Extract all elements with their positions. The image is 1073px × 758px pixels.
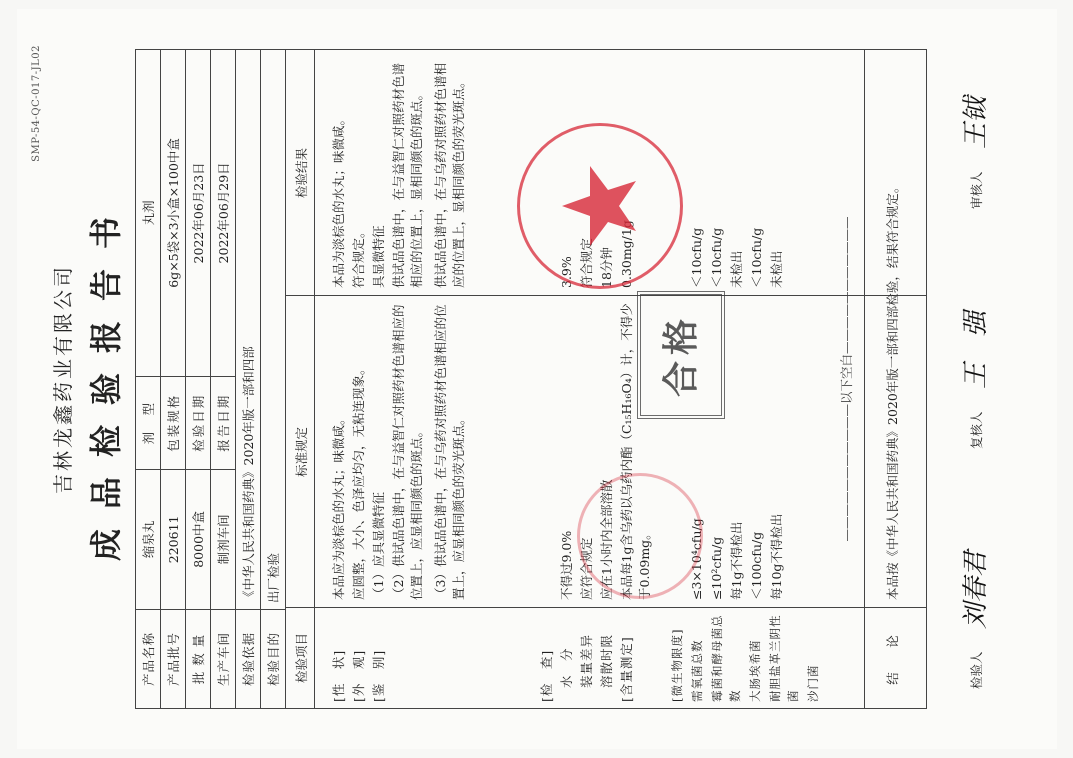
reviewer-signature: 王 强 xyxy=(960,310,991,389)
approver-signature: 王钺 xyxy=(960,96,991,149)
conclusion-text: 本品按《中华人民共和国药典》2020年版一部和四部检验，结果符合规定。 xyxy=(884,180,900,600)
item-label: 耐胆盐革兰阴性菌 xyxy=(767,614,800,702)
standard-text: （3）供试品色谱中，在与乌药对照药材色谱相应的位置上，应显相同颜色的荧光斑点。 xyxy=(432,304,466,600)
test-date-value: 2022年06月23日 xyxy=(185,50,210,377)
dosage-form-label: 剂 型 xyxy=(135,376,160,469)
result-text: 3.9% xyxy=(558,256,574,288)
result-text: ＜10cfu/g xyxy=(748,227,764,288)
header-row xyxy=(135,50,160,709)
column-header-standard: 标准规定 xyxy=(293,427,309,478)
standard-text: 应圆整，大小、色泽应均匀，无粘连现象。 xyxy=(350,362,366,600)
item-label: [外 观] xyxy=(350,649,366,702)
item-label: [鉴 别] xyxy=(370,649,386,702)
item-label: [检 查] xyxy=(538,649,554,702)
product-name-label: 产品名称 xyxy=(135,610,160,709)
header-row xyxy=(210,50,235,709)
inspection-report-page xyxy=(17,9,1057,749)
test-items xyxy=(538,612,638,702)
micro-results xyxy=(688,56,788,288)
quantity-value: 8000中盒 xyxy=(185,469,210,609)
result-text: 符合规定。 xyxy=(350,225,366,288)
standard-text: 应在1小时内全部溶散 xyxy=(598,479,614,600)
result-text: 具显微特征 xyxy=(370,225,386,288)
standard-text: ≤10²cfu/g xyxy=(708,536,724,600)
blank-marker: ———————————以下空白——————————— xyxy=(838,216,854,542)
packaging-value: 6g×5袋×3小盒×100中盒 xyxy=(160,50,185,377)
purpose-value: 出厂检验 xyxy=(260,50,285,610)
standard-text: 不得过9.0% xyxy=(558,530,574,600)
result-text: 未检出 xyxy=(768,250,784,288)
company-name: 吉林龙鑫药业有限公司 xyxy=(50,264,75,494)
report-date-label: 报告日期 xyxy=(210,376,235,469)
item-label: 溶散时限 xyxy=(598,633,614,688)
header-row xyxy=(185,50,210,709)
standard-text: 本品应为淡棕色的水丸；味微咸。 xyxy=(330,412,346,600)
item-label: 霉菌和酵母菌总数 xyxy=(709,614,742,702)
standard-text: 应符合规定 xyxy=(578,537,594,600)
result-text: 符合规定 xyxy=(578,237,594,288)
workshop-value: 制剂车间 xyxy=(210,469,235,609)
workshop-label: 生产车间 xyxy=(210,610,235,709)
header-row xyxy=(160,50,185,709)
item-label: [微生物限度] xyxy=(669,628,684,702)
standard-text: 每10g不得检出 xyxy=(768,513,784,600)
qualified-stamp: 合格 xyxy=(637,291,725,419)
inspector-label: 检验人 xyxy=(968,651,984,689)
reviewer-label: 复核人 xyxy=(968,411,984,449)
standard-text: 本品每1g含乌药以乌药内酯（C₁₅H₁₆O₄）计，不得少于0.09mg。 xyxy=(618,303,652,600)
character-items xyxy=(330,612,390,702)
item-label: [含量测定] xyxy=(618,636,634,702)
item-label: 水 分 xyxy=(558,647,574,688)
document-number: SMP-54-QC-017-JL02 xyxy=(30,45,42,162)
result-text: 本品为淡棕色的水丸；味微咸。 xyxy=(330,112,346,288)
item-label: 大肠埃希菌 xyxy=(747,639,762,702)
blank-marker-text: 以下空白 xyxy=(838,354,854,405)
header-row xyxy=(260,50,285,709)
faded-seal-stamp xyxy=(577,473,703,599)
header-table xyxy=(135,49,286,709)
purpose-label: 检验目的 xyxy=(260,610,285,709)
standard-text: （2）供试品色谱中，在与益智仁对照药材色谱相应的位置上，应显相同颜色的斑点。 xyxy=(390,304,424,600)
item-label: [性 状] xyxy=(330,649,346,702)
character-standards xyxy=(330,300,470,600)
company-seal-stamp xyxy=(517,123,683,289)
result-text: 18分钟 xyxy=(598,247,614,288)
seal-star-icon xyxy=(520,126,680,286)
test-date-label: 检验日期 xyxy=(185,376,210,469)
quantity-label: 批 数 量 xyxy=(185,610,210,709)
conclusion-divider xyxy=(864,50,865,708)
standard-text: ＜100cfu/g xyxy=(748,531,764,600)
basis-value: 《中华人民共和国药典》2020年版一部和四部 xyxy=(235,50,260,610)
result-text: 供试品色谱中，在与乌药对照药材色谱相应的位置上，显相同颜色的荧光斑点。 xyxy=(432,62,466,288)
column-header-item: 检验项目 xyxy=(293,633,309,684)
basis-label: 检验依据 xyxy=(235,610,260,709)
dosage-form-value: 丸剂 xyxy=(135,50,160,377)
result-text: 未检出 xyxy=(728,250,744,288)
result-text: 供试品色谱中，在与益智仁对照药材色谱相应的位置上，显相同颜色的斑点。 xyxy=(390,62,424,288)
batch-label: 产品批号 xyxy=(160,610,185,709)
column-divider xyxy=(286,607,926,608)
item-label: 装量差异 xyxy=(578,633,594,688)
product-name-value: 缩泉丸 xyxy=(135,469,160,609)
conclusion-label: 结 论 xyxy=(884,629,900,685)
packaging-label: 包装规格 xyxy=(160,376,185,469)
standard-text: （1）应具显微特征 xyxy=(370,492,386,600)
character-results xyxy=(330,56,470,288)
micro-items xyxy=(668,612,824,702)
result-text: 0.30mg/1g xyxy=(618,220,634,288)
header-row xyxy=(235,50,260,709)
standard-text: ≤3×10⁴cfu/g xyxy=(688,518,704,600)
item-label: 沙门菌 xyxy=(805,664,820,702)
result-text: ＜10cfu/g xyxy=(708,227,724,288)
header-divider xyxy=(314,50,315,708)
column-header-result: 检验结果 xyxy=(293,148,309,199)
result-text: ＜10cfu/g xyxy=(688,227,704,288)
standard-text: 每1g不得检出 xyxy=(728,521,744,600)
inspector-signature: 刘春君 xyxy=(960,550,991,629)
report-date-value: 2022年06月29日 xyxy=(210,50,235,377)
report-title: 成品检验报告书 xyxy=(86,197,125,562)
column-divider xyxy=(286,295,926,296)
approver-label: 审核人 xyxy=(968,171,984,209)
item-label: 需氧菌总数 xyxy=(689,639,704,702)
batch-value: 220611 xyxy=(160,469,185,609)
